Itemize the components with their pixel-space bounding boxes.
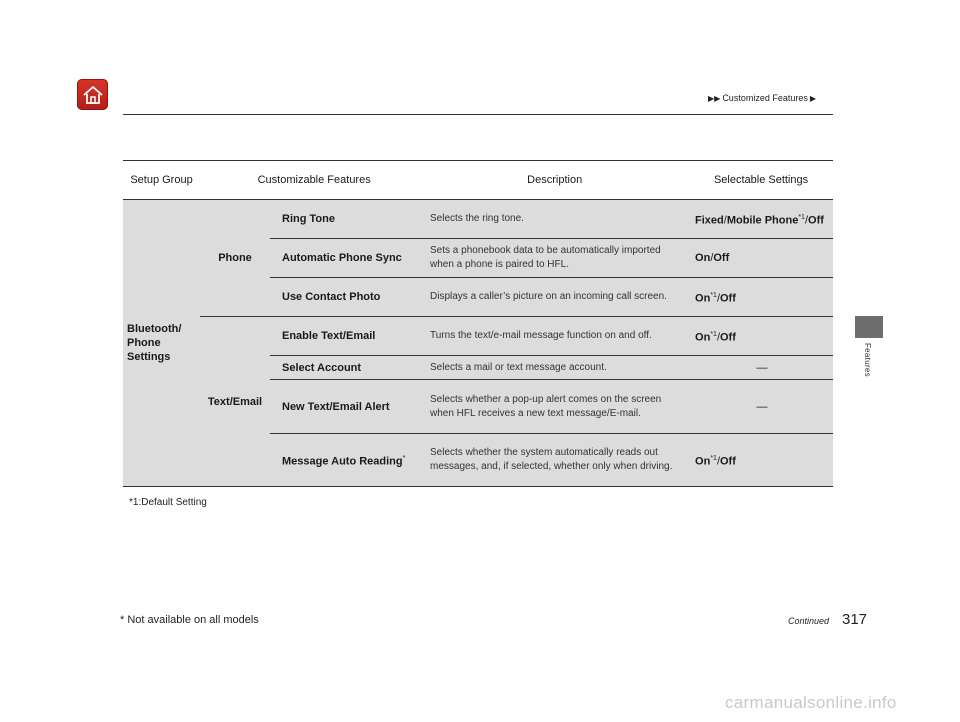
col-header-description: Description (527, 174, 583, 186)
watermark: carmanualsonline.info (725, 693, 897, 712)
feature-description: Selects whether the system automatically reads out messages, and, if selected, whether only when driving. (424, 434, 689, 487)
default-setting-footnote: *1:Default Setting (129, 497, 207, 508)
header-rule (123, 114, 833, 115)
continued-label: Continued (788, 616, 830, 626)
feature-description: Displays a caller’s picture on an incoming call screen. (424, 278, 689, 317)
feature-setting: On$^{*1}$/Off (689, 278, 833, 317)
setup-group-cell: Bluetooth/ Phone Settings (123, 200, 200, 487)
home-icon (82, 85, 104, 105)
feature-setting: On$^{*1}$/Off (689, 434, 833, 487)
feature-name: Message Auto Reading* (270, 434, 424, 487)
home-button[interactable] (77, 79, 108, 110)
subgroup-text-email: Text/Email (200, 317, 270, 487)
page-number: 317 (842, 611, 868, 628)
table-row (123, 200, 833, 239)
feature-description: Turns the text/e-mail message function on and off. (424, 317, 689, 356)
feature-name: Enable Text/Email (270, 317, 424, 356)
triangle-right-icon: ▶ (809, 93, 817, 103)
feature-setting: On/Off (689, 239, 833, 278)
feature-description: Selects the ring tone. (424, 200, 689, 239)
breadcrumb (708, 93, 816, 103)
models-footnote: * Not available on all models (120, 614, 259, 626)
feature-description: Selects a mail or text message account. (424, 356, 689, 380)
feature-name: Select Account (270, 356, 424, 380)
feature-setting: On$^{*1}$/Off (689, 317, 833, 356)
feature-setting: — (689, 356, 833, 380)
feature-description: Sets a phonebook data to be automatically imported when a phone is paired to HFL. (424, 239, 689, 278)
feature-name: Use Contact Photo (270, 278, 424, 317)
feature-name: New Text/Email Alert (270, 380, 424, 434)
chapter-tab[interactable] (855, 316, 883, 338)
triangle-right-icon: ▶▶ (708, 93, 721, 103)
col-header-customizable-features: Customizable Features (257, 174, 371, 186)
feature-setting: Fixed/Mobile Phone$^{*1}$/Off (689, 200, 833, 239)
chapter-label: Features (863, 343, 872, 377)
feature-name: Automatic Phone Sync (270, 239, 424, 278)
feature-description: Selects whether a pop-up alert comes on the screen when HFL receives a new text message/E-mail. (424, 380, 689, 434)
col-header-selectable-settings: Selectable Settings (689, 161, 833, 200)
feature-setting: — (689, 380, 833, 434)
table-row (123, 317, 833, 356)
col-header-features (200, 161, 689, 200)
settings-table (123, 160, 833, 487)
subgroup-phone: Phone (200, 200, 270, 317)
feature-name: Ring Tone (270, 200, 424, 239)
col-header-setup-group: Setup Group (123, 161, 200, 200)
breadcrumb-text[interactable]: Customized Features (722, 93, 808, 103)
